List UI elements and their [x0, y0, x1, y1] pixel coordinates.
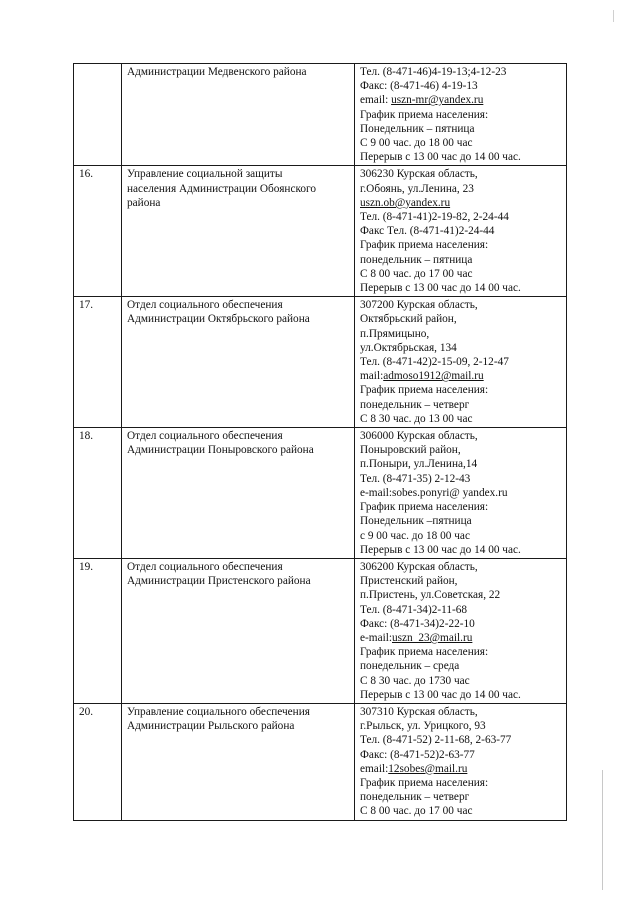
contact-line — [360, 210, 563, 224]
contact-cell — [355, 64, 567, 166]
contact-text: Тел. (8-471-35) 2-12-43 — [360, 472, 471, 485]
office-name-cell — [122, 703, 355, 820]
contact-cell — [355, 703, 567, 820]
contact-line — [360, 355, 563, 369]
contact-text: п.Поныри, ул.Ленина,14 — [360, 458, 478, 471]
contact-line — [360, 383, 563, 397]
contact-cell — [355, 297, 567, 428]
contact-line — [360, 705, 563, 719]
contact-line — [360, 560, 563, 574]
contact-text: Тел. (8-471-46)4-19-13;4-12-23 — [360, 66, 507, 78]
contact-line — [360, 281, 563, 295]
contact-text: понедельник – четверг — [360, 791, 470, 804]
office-name-line: населения Администрации Обоянского — [127, 182, 317, 195]
contact-text: График приема населения: — [360, 239, 489, 252]
contact-text: Перерыв с 13 00 час до 14 00 час. — [360, 282, 521, 295]
office-name-line: Администрации Медвенского района — [127, 66, 307, 78]
contact-line — [360, 341, 563, 355]
contact-line — [360, 412, 563, 426]
email-link[interactable]: admoso1912@mail.ru — [383, 370, 484, 383]
email-link[interactable]: uszn.ob@yandex.ru — [360, 196, 451, 209]
contact-text: Тел. (8-471-41)2-19-82, 2-24-44 — [360, 211, 509, 224]
contact-line — [360, 443, 563, 457]
email-link[interactable]: 12sobes@mail.ru — [388, 762, 468, 775]
contact-cell — [355, 166, 567, 297]
contact-line — [360, 182, 563, 196]
contact-line — [360, 617, 563, 631]
contact-line — [360, 719, 563, 733]
office-name-cell — [122, 297, 355, 428]
office-name-cell — [122, 558, 355, 703]
contact-line — [360, 457, 563, 471]
contact-text: График приема населения: — [360, 776, 489, 789]
contact-line — [360, 369, 563, 383]
contact-text: С 8 30 час. до 13 00 час — [360, 412, 473, 425]
contact-line — [360, 224, 563, 238]
table-row — [74, 64, 567, 166]
contact-line — [360, 631, 563, 645]
contact-line — [360, 136, 563, 150]
contact-text: ул.Октябрьская, 134 — [360, 341, 457, 354]
contact-line — [360, 762, 563, 776]
scan-margin-line — [602, 770, 603, 890]
contact-text: Перерыв с 13 00 час до 14 00 час. — [360, 543, 521, 556]
email-link[interactable]: uszn-mr@yandex.ru — [391, 94, 484, 107]
contact-text: email: — [360, 762, 389, 775]
contact-text: С 8 00 час. до 17 00 час — [360, 267, 473, 280]
contact-line — [360, 674, 563, 688]
row-number — [74, 64, 122, 166]
row-number: 20. — [74, 703, 122, 820]
contact-line — [360, 196, 563, 210]
contact-cell — [355, 428, 567, 559]
office-name-line: района — [127, 196, 161, 209]
contact-text: Понедельник – пятница — [360, 122, 475, 135]
contact-line — [360, 588, 563, 602]
contact-text: с 9 00 час. до 18 00 час — [360, 529, 470, 542]
contact-line — [360, 804, 563, 818]
contact-text: Пристенский район, — [360, 575, 458, 588]
contact-line — [360, 238, 563, 252]
contact-text: График приема населения: — [360, 501, 489, 514]
contact-text: График приема населения: — [360, 646, 489, 659]
table-row — [74, 703, 567, 820]
office-name-line: Управление социального обеспечения — [127, 705, 310, 718]
contact-text: e-mail: — [360, 631, 392, 644]
contact-line — [360, 776, 563, 790]
contact-text: 306230 Курская область, — [360, 168, 478, 181]
contact-text: понедельник – среда — [360, 660, 460, 673]
contact-line — [360, 65, 563, 79]
table-row — [74, 428, 567, 559]
contact-text: Тел. (8-471-34)2-11-68 — [360, 603, 468, 616]
contact-text: понедельник – четверг — [360, 398, 470, 411]
contact-text: mail: — [360, 370, 384, 383]
contact-line — [360, 108, 563, 122]
office-name-line: Отдел социального обеспечения — [127, 560, 283, 573]
contact-text: График приема населения: — [360, 108, 489, 121]
contact-line — [360, 312, 563, 326]
contact-line — [360, 659, 563, 673]
contact-text: Факс: (8-471-34)2-22-10 — [360, 617, 475, 630]
contact-line — [360, 79, 563, 93]
contact-line — [360, 298, 563, 312]
contact-line — [360, 688, 563, 702]
contact-text: С 8 00 час. до 17 00 час — [360, 805, 473, 818]
contact-line — [360, 150, 563, 164]
contact-line — [360, 253, 563, 267]
contact-line — [360, 93, 563, 107]
contact-line — [360, 398, 563, 412]
contact-line — [360, 733, 563, 747]
row-number: 19. — [74, 558, 122, 703]
table-body — [74, 64, 567, 821]
contact-line — [360, 486, 563, 500]
contact-text: e-mail:sobes.ponyri@ yandex.ru — [360, 486, 508, 499]
contact-text: Тел. (8-471-42)2-15-09, 2-12-47 — [360, 356, 509, 369]
contact-text: понедельник – пятница — [360, 253, 473, 266]
contact-text: Факс: (8-471-46) 4-19-13 — [360, 80, 478, 93]
contact-text: г.Обоянь, ул.Ленина, 23 — [360, 182, 474, 195]
office-name-line: Администрации Октябрьского района — [127, 313, 310, 326]
contact-line — [360, 603, 563, 617]
office-name-cell — [122, 428, 355, 559]
contact-line — [360, 574, 563, 588]
contact-text: Тел. (8-471-52) 2-11-68, 2-63-77 — [360, 734, 512, 747]
contact-text: С 8 30 час. до 1730 час — [360, 674, 470, 687]
email-link[interactable]: uszn_23@mail.ru — [392, 631, 473, 644]
row-number: 16. — [74, 166, 122, 297]
office-name-cell — [122, 64, 355, 166]
contact-line — [360, 529, 563, 543]
office-name-line: Администрации Рыльского района — [127, 720, 295, 733]
contact-line — [360, 327, 563, 341]
contact-cell — [355, 558, 567, 703]
contact-line — [360, 472, 563, 486]
table-row — [74, 558, 567, 703]
row-number: 18. — [74, 428, 122, 559]
office-name-cell — [122, 166, 355, 297]
contact-text: г.Рыльск, ул. Урицкого, 93 — [360, 720, 486, 733]
contact-text: График приема населения: — [360, 384, 489, 397]
office-name-line: Администрации Поныровского района — [127, 444, 314, 457]
contact-line — [360, 645, 563, 659]
contact-text: email: — [360, 94, 392, 107]
contact-line — [360, 500, 563, 514]
contact-text: С 9 00 час. до 18 00 час — [360, 137, 473, 150]
table-row — [74, 297, 567, 428]
office-name-line: Отдел социального обеспечения — [127, 430, 283, 443]
contact-line — [360, 167, 563, 181]
contact-text: Поныровский район, — [360, 444, 461, 457]
contact-line — [360, 748, 563, 762]
office-name-line: Отдел социального обеспечения — [127, 299, 283, 312]
contact-text: п.Пристень, ул.Советская, 22 — [360, 589, 501, 602]
contact-line — [360, 429, 563, 443]
scan-mark — [613, 10, 614, 22]
contact-line — [360, 267, 563, 281]
office-name-line: Управление социальной защиты — [127, 168, 283, 181]
contact-text: Перерыв с 13 00 час до 14 00 час. — [360, 688, 521, 701]
contact-line — [360, 514, 563, 528]
contact-line — [360, 790, 563, 804]
row-number: 17. — [74, 297, 122, 428]
contact-text: Факс Тел. (8-471-41)2-24-44 — [360, 225, 495, 238]
contact-text: 307310 Курская область, — [360, 705, 478, 718]
contact-line — [360, 543, 563, 557]
contact-text: 306000 Курская область, — [360, 430, 478, 443]
contact-text: Понедельник –пятница — [360, 515, 472, 528]
contact-line — [360, 122, 563, 136]
contact-text: Перерыв с 13 00 час до 14 00 час. — [360, 151, 521, 164]
contact-text: Октябрьский район, — [360, 313, 457, 326]
contact-text: Факс: (8-471-52)2-63-77 — [360, 748, 475, 761]
contact-text: п.Прямицыно, — [360, 327, 430, 340]
contact-text: 307200 Курская область, — [360, 299, 478, 312]
table-row — [74, 166, 567, 297]
contact-text: 306200 Курская область, — [360, 560, 478, 573]
office-name-line: Администрации Пристенского района — [127, 575, 311, 588]
offices-table — [73, 63, 567, 821]
